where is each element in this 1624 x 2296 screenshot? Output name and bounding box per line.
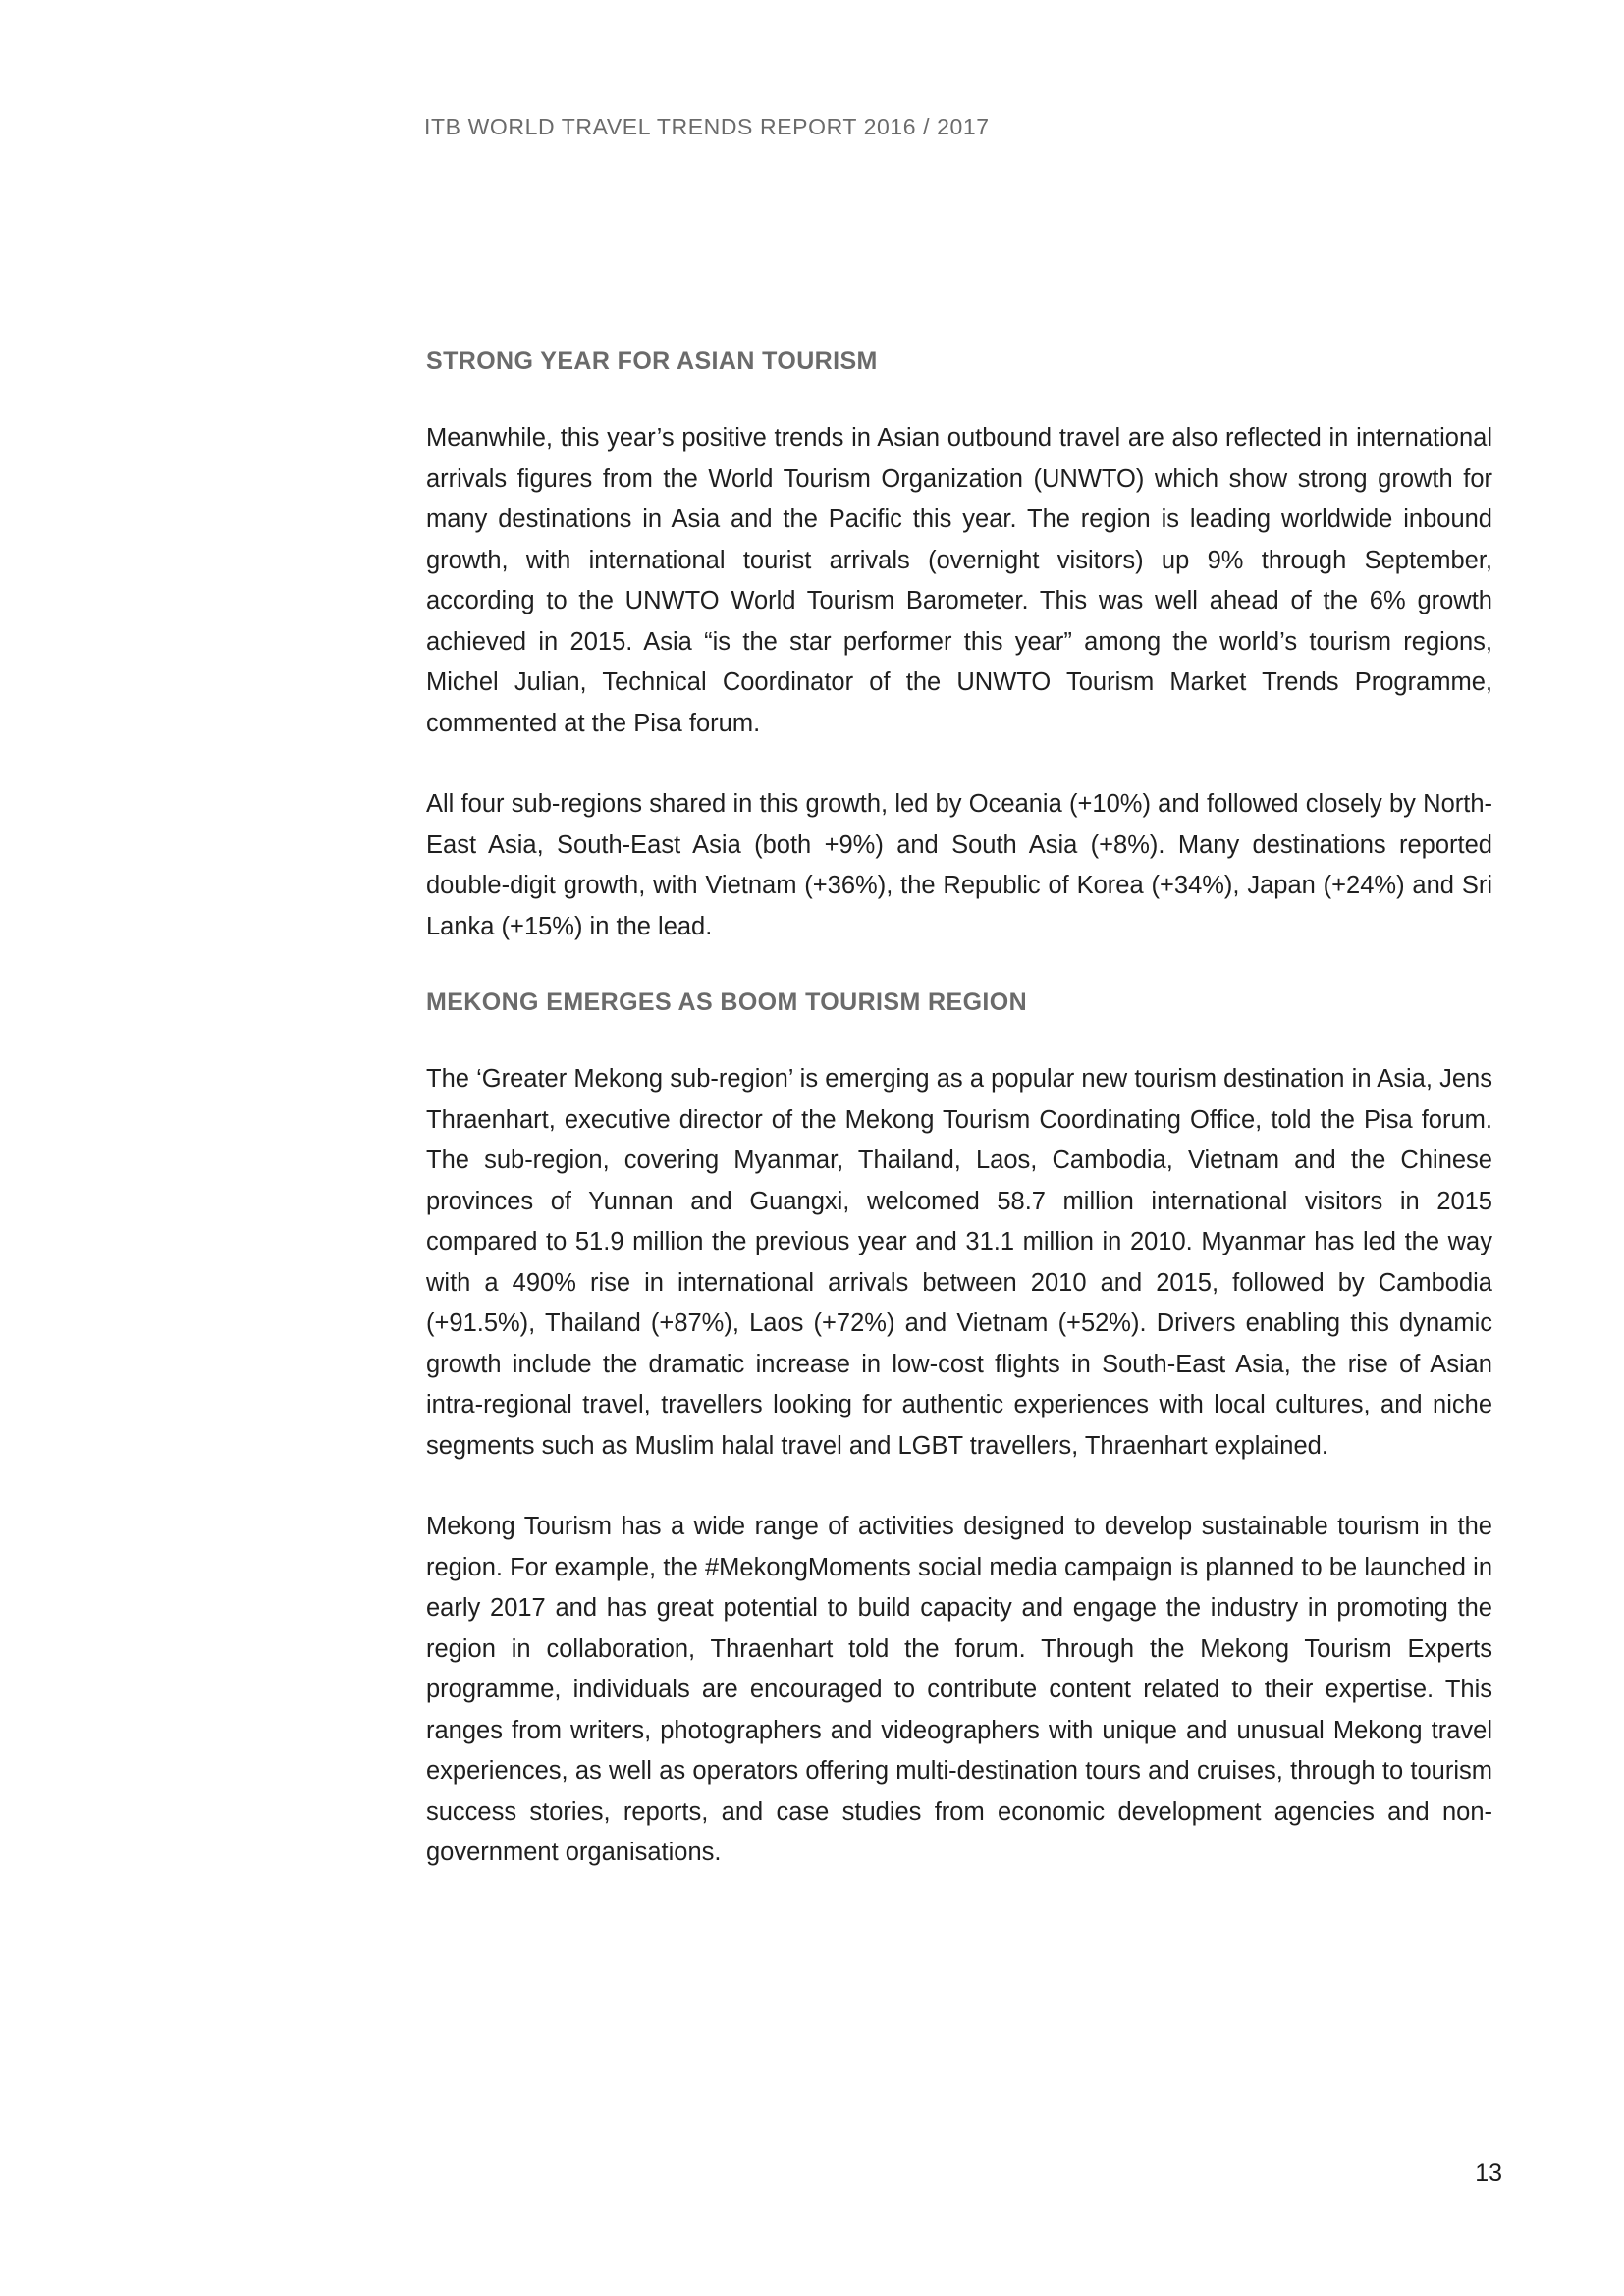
paragraph-asian-tourism-2: All four sub-regions shared in this growth, led by Oceania (+10%) and followed closely by North-East Asia, South-East Asia (both +9%) and South Asia (+8%). Many destinations reported double-digit growth, with Vietnam (+36%), the Republic of Korea (+34%), Japan (+24%) and Sri Lanka (+15%) in the lead. (426, 790, 1492, 940)
paragraph-asian-tourism-1: Meanwhile, this year’s positive trends in Asian outbound travel are also reflected in international arrivals figures from the World Tourism Organization (UNWTO) which show strong growth for many destinations in Asia and the Pacific this year. The region is leading worldwide inbound growth, with international tourist arrivals (overnight visitors) up 9% through September, according to the UNWTO World Tourism Barometer. This was well ahead of the 6% growth achieved in 2015. Asia “is the star performer this year” among the world’s tourism regions, Michel Julian, Technical Coordinator of the UNWTO Tourism Market Trends Programme, commented at the Pisa forum. (426, 424, 1492, 737)
page-number: 13 (1475, 2160, 1502, 2187)
main-content (426, 342, 1492, 1874)
section-heading-mekong: MEKONG EMERGES AS BOOM TOURISM REGION (426, 988, 1028, 1016)
section-heading-asian-tourism: STRONG YEAR FOR ASIAN TOURISM (426, 347, 878, 375)
paragraph-mekong-2: Mekong Tourism has a wide range of activities designed to develop sustainable tourism in the region. For example, the #MekongMoments social media campaign is planned to be launched in early 2017 and has great potential to build capacity and engage the industry in promoting the region in collaboration, Thraenhart told the forum. Through the Mekong Tourism Experts programme, individuals are encouraged to contribute content related to their expertise. This ranges from writers, photographers and videographers with unique and unusual Mekong travel experiences, as well as operators offering multi-destination tours and cruises, through to tourism success stories, reports, and case studies from economic development agencies and non-government organisations. (426, 1513, 1492, 1866)
running-header: ITB WORLD TRAVEL TRENDS REPORT 2016 / 2017 (424, 114, 990, 139)
paragraph-mekong-1: The ‘Greater Mekong sub-region’ is emerging as a popular new tourism destination in Asia, Jens Thraenhart, executive director of the Mekong Tourism Coordinating Office, told the Pisa forum. The sub-region, covering Myanmar, Thailand, Laos, Cambodia, Vietnam and the Chinese provinces of Yunnan and Guangxi, welcomed 58.7 million international visitors in 2015 compared to 51.9 million the previous year and 31.1 million in 2010. Myanmar has led the way with a 490% rise in international arrivals between 2010 and 2015, followed by Cambodia (+91.5%), Thailand (+87%), Laos (+72%) and Vietnam (+52%). Drivers enabling this dynamic growth include the dramatic increase in low-cost flights in South-East Asia, the rise of Asian intra-regional travel, travellers looking for authentic experiences with local cultures, and niche segments such as Muslim halal travel and LGBT travellers, Thraenhart explained. (426, 1065, 1492, 1460)
